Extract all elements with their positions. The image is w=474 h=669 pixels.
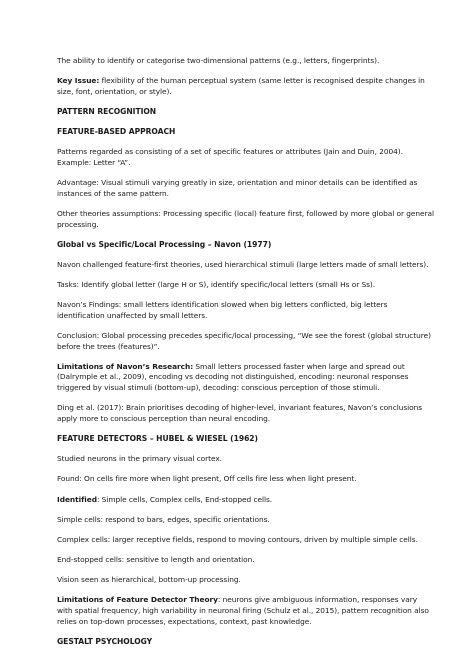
- tasks-paragraph: Tasks: Identify global letter (large H or S), identify specific/local letters (small Hs or Ss).: [57, 280, 376, 290]
- studied-neurons-paragraph: Studied neurons in the primary visual cortex.: [57, 454, 222, 464]
- limitations-feature-detector-paragraph: [57, 595, 434, 627]
- simple-cells-paragraph: Simple cells: respond to bars, edges, specific orientations.: [57, 514, 270, 524]
- ding-paragraph: Ding et al. (2017): Brain prioritises decoding of higher-level, invariant features, Navon’s conclusions apply more to conscious perception than neural encoding.: [57, 403, 423, 423]
- feature-definition-paragraph: Patterns regarded as consisting of a set of specific features or attributes (Jain and Duin, 2004). Example: Letter “A”.: [57, 147, 403, 167]
- other-theories-paragraph: Other theories assumptions: Processing specific (local) feature first, followed by more global or general processing.: [57, 208, 435, 229]
- heading-feature-detectors: FEATURE DETECTORS – HUBEL & WIESEL (1962): [57, 433, 258, 443]
- vision-hierarchical-paragraph: Vision seen as hierarchical, bottom-up processing.: [57, 575, 241, 585]
- identified-text: : Simple cells, Complex cells, End-stopped cells.: [96, 494, 273, 504]
- heading-feature-based-approach: FEATURE-BASED APPROACH: [57, 127, 176, 137]
- heading-pattern-recognition: PATTERN RECOGNITION: [57, 106, 157, 116]
- heading-gestalt-psychology: GESTALT PSYCHOLOGY: [57, 636, 153, 646]
- end-stopped-cells-paragraph: End-stopped cells: sensitive to length and orientation.: [57, 555, 255, 565]
- advantage-paragraph: Advantage: Visual stimuli varying greatly in size, orientation and minor details can be identified as instances of the same pattern.: [57, 178, 418, 198]
- identified-label: Identified: [57, 494, 97, 504]
- limitations-navon-text: Small letters processed faster when large and spread out (Dalrymple et al., 2009), encoding vs decoding not distinguished, encoding: neuronal responses triggered by visual stimuli (bottom-up), decoding: conscious perception of those stimuli.: [57, 361, 409, 392]
- limitations-navon-paragraph: [57, 362, 434, 394]
- key-issue-label: Key Issue:: [57, 76, 100, 86]
- limitations-navon-label: Limitations of Navon’s Research:: [57, 361, 194, 371]
- limitations-feature-detector-text: : neurons give ambiguous information, responses vary with spatial frequency, high variability in neuronal firing (Schulz et al., 2015), pattern recognition also relies on top-down processes, expectations, context, past knowledge.: [57, 595, 429, 626]
- intro-paragraph: The ability to identify or categorise two-dimensional patterns (e.g., letters, fingerprints).: [57, 56, 380, 65]
- complex-cells-paragraph: Complex cells: larger receptive fields, respond to moving contours, driven by multiple simple cells.: [57, 534, 418, 544]
- limitations-feature-detector-label: Limitations of Feature Detector Theory: [57, 595, 218, 605]
- key-issue-paragraph: [57, 76, 434, 97]
- key-issue-text: flexibility of the human perceptual system (same letter is recognised despite changes in size, font, orientation, or style).: [57, 76, 425, 96]
- conclusion-paragraph: Conclusion: Global processing precedes specific/local processing, “We see the forest (global structure) before the trees (features)”.: [57, 331, 431, 351]
- identified-paragraph: [57, 495, 434, 506]
- navon-findings-paragraph: Navon’s Findings: small letters identification slowed when big letters conflicted, big letters identification unaffected by small letters.: [57, 300, 388, 320]
- found-paragraph: Found: On cells fire more when light present, Off cells fire less when light present.: [57, 474, 357, 484]
- navon-challenge-paragraph: Navon challenged feature-first theories, used hierarchical stimuli (large letters made of small letters).: [57, 259, 429, 269]
- heading-global-vs-specific: Global vs Specific/Local Processing – Navon (1977): [57, 239, 272, 249]
